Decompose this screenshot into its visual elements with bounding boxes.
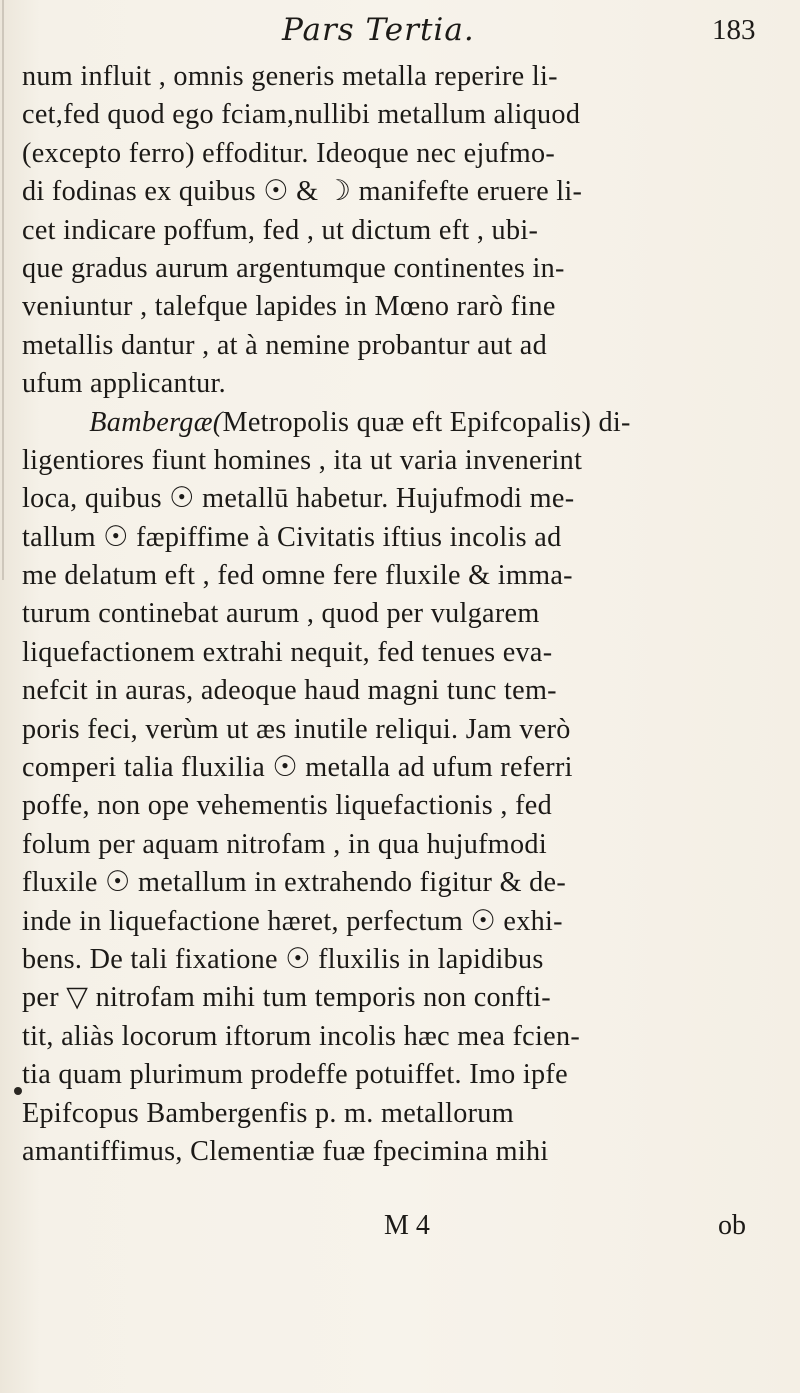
- page-header: [0, 12, 800, 52]
- gutter-shadow: [2, 0, 4, 580]
- signature-mark: M 4: [384, 1210, 430, 1241]
- text-line: tia quam plurimum prodeffe potuiffet. Imo ipfe: [22, 1059, 568, 1091]
- text-line: metallis dantur , at à nemine probantur aut ad: [22, 329, 548, 361]
- text-line: tit, aliàs locorum iftorum incolis hæc mea fcien-: [22, 1020, 581, 1052]
- text-line: loca, quibus ☉ metallū habetur. Hujufmodi me-: [22, 483, 575, 515]
- page-number: 183: [712, 14, 756, 46]
- text-line: cet,fed quod ego fciam,nullibi metallum aliquod: [22, 99, 581, 131]
- text-line: amantiffimus, Clementiæ fuæ fpecimina mihi: [22, 1135, 549, 1167]
- text-line: nefcit in auras, adeoque haud magni tunc tem-: [22, 675, 557, 707]
- text-line: cet indicare poffum, fed , ut dictum eft , ubi-: [22, 214, 539, 246]
- body-text: [22, 58, 782, 1171]
- text-line: (excepto ferro) effoditur. Ideoque nec ejufmo-: [22, 137, 556, 169]
- text-line: ufum applicantur.: [22, 368, 226, 400]
- place-name-italic: Bambergæ(: [89, 406, 223, 438]
- text-line: que gradus aurum argentumque continentes in-: [22, 252, 565, 284]
- text-line: folum per aquam nitrofam , in qua hujufmodi: [22, 828, 547, 860]
- text-line: Epifcopus Bambergenfis p. m. metallorum: [22, 1097, 514, 1129]
- catchword: ob: [718, 1210, 746, 1241]
- text-line: poffe, non ope vehementis liquefactionis , fed: [22, 790, 552, 822]
- margin-ink-dot: [14, 1087, 22, 1095]
- text-line: tallum ☉ fæpiffime à Civitatis iftius incolis ad: [22, 521, 562, 553]
- text-line: turum continebat aurum , quod per vulgarem: [22, 598, 540, 630]
- text-line: inde in liquefactione hæret, perfectum ☉ exhi-: [22, 905, 563, 937]
- text-line: comperi talia fluxilia ☉ metalla ad ufum referri: [22, 752, 573, 784]
- text-line: num influit , omnis generis metalla reperire li-: [22, 61, 558, 92]
- text-line: ligentiores fiunt homines , ita ut varia invenerint: [22, 444, 583, 476]
- text-line-rest: Metropolis quæ eft Epifcopalis) di-: [222, 406, 631, 438]
- text-line: bens. De tali fixatione ☉ fluxilis in lapidibus: [22, 943, 544, 975]
- running-title: Pars Tertia.: [282, 12, 475, 48]
- paragraph-start-line: [22, 404, 774, 442]
- text-line: liquefactionem extrahi nequit, fed tenues eva-: [22, 636, 553, 668]
- text-line: per ▽ nitrofam mihi tum temporis non confti-: [22, 982, 551, 1014]
- text-line: veniuntur , talefque lapides in Mœno rarò fine: [22, 291, 556, 323]
- text-line: poris feci, verùm ut æs inutile reliqui. Jam verò: [22, 713, 571, 745]
- text-line: me delatum eft , fed omne fere fluxile & imma-: [22, 560, 573, 592]
- text-line: fluxile ☉ metallum in extrahendo figitur & de-: [22, 867, 567, 899]
- text-line: di fodinas ex quibus ☉ & ☽ manifefte eruere li-: [22, 176, 583, 208]
- page-footer: [0, 1210, 800, 1250]
